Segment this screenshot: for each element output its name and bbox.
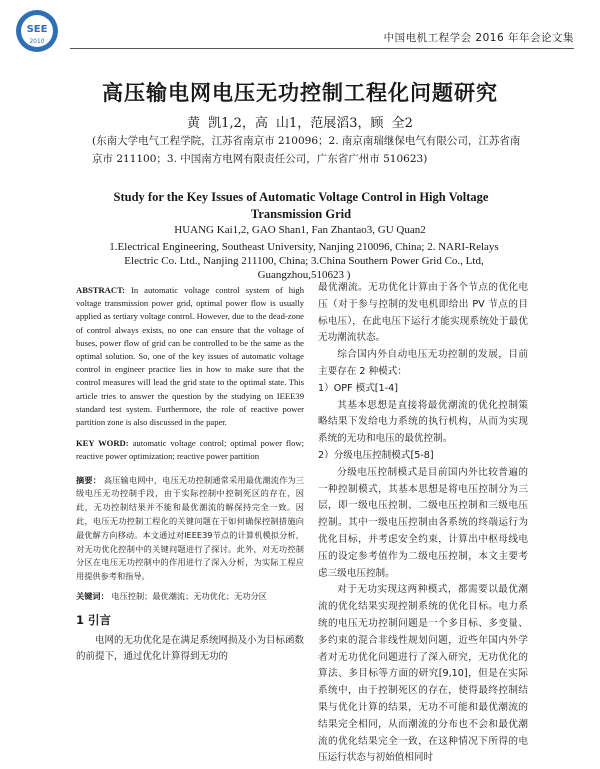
body-paragraph-3: 其基本思想是直接将最优潮流的优化控制策略结果下发给电力系统的执行机构，从而为实现系统的无功和电压的最优控制。 bbox=[318, 399, 528, 445]
intro-paragraph: 电网的无功优化是在满足系统网损及小为目标函数的前提下，通过优化计算得到无功的 bbox=[76, 635, 305, 663]
keywords-en-text: automatic voltage control; optimal power flow; reactive power optimization; reactive power partition bbox=[76, 438, 304, 462]
abstract-cn-label: 摘要： bbox=[76, 474, 102, 485]
affiliation-en: 1.Electrical Engineering, Southeast University, Nanjing 210096, China; 2. NARI-Relays Electric Co. Ltd., Nanjing 211100, China; 3.China Southern Power Grid Co., Ltd, Guangzhou,510623 ) bbox=[109, 241, 499, 281]
paper-title-cn: 高压输电网电压无功控制工程化问题研究 bbox=[102, 81, 498, 105]
body-paragraph-5: 对于无功实现这两种模式，都需要以最优潮流的优化结果实现控制系统的优化目标。电力系统的电压无功控制问题是一个多目标、多变量、多约束的混合非线性规划问题，近些年国内外学者对无功优化问题进行了深入研究，无功优化的算法、多目标等方面的研究[9,10]，但是在实际系统中，由于控制死区的存在，使得最终控制结果与优化计算的结果，无功不可能和最优潮流的结果完全相同，从而潮流的分布也不会和最优潮流的优化结果完全一致，在这种情况下所得的电压运行状态与初始值相同时 bbox=[318, 584, 528, 764]
running-title: 中国电机工程学会 2016 年年会论文集 bbox=[383, 32, 574, 44]
abstract-cn-text: 高压输电网中，电压无功控制通常采用最优潮流作为三级电压无功控制手段，由于实际控制中控制死区的存在，因此，无功控制结果并不能和最优潮流的解保持完全一致。因此，电压无功控制工程化的关键问题在于如何确保控制措施向最优解方向移动。本文通过对IEEE39节点的计算机模拟分析，对无功优化控制中的关键问题进行了探讨。此外，对无功控制分区在电压无功控制中的作用进行了深入分析，为实际工程应用提供参考和指导。 bbox=[76, 474, 304, 582]
authors-en: HUANG Kai1,2, GAO Shan1, Fan Zhantao3, GU Quan2 bbox=[174, 224, 426, 236]
left-column bbox=[76, 284, 304, 665]
keywords-cn bbox=[76, 590, 304, 604]
paper-title-en: Study for the Key Issues of Automatic Voltage Control in High Voltage Transmission Grid bbox=[113, 190, 489, 221]
authors-cn: 黄 凯1,2，高 山1，范展滔3，顾 全2 bbox=[187, 116, 413, 131]
affiliation-cn: (东南大学电气工程学院，江苏省南京市 210096；2. 南京南瑞继保电气有限公司，江苏省南京市 211100；3. 中国南方电网有限责任公司，广东省广州市 510623) bbox=[92, 135, 521, 165]
keywords-cn-label: 关键词： bbox=[76, 591, 109, 602]
keywords-en bbox=[76, 437, 304, 463]
abstract-en bbox=[76, 284, 304, 429]
society-logo bbox=[14, 8, 60, 54]
abstract-en-text: In automatic voltage control system of high voltage transmission power grid, optimal power flow is usually applied as tertiary voltage control. However, due to the dead-zone of control always exists, no one can ensure that the voltage of buses, power flow of grid can be controlled to be the same as the optimal solution. So, one of the key issues of automatic voltage control in engineer practice lies in how to make sure that the control measures will lead the grid state to the optimal state. This article tries to answer the question by the studying on IEEE39 standard test system. Furthermore, the role of reactive power partition zone is also discussed in the paper. bbox=[76, 285, 304, 428]
body-paragraph-4: 分级电压控制模式是目前国内外比较普遍的一种控制模式，其基本思想是将电压控制分为三层，即一级电压控制、二级电压控制和三级电压控制。其中一级电压控制由各系统的终端运行为优化目标，并考虑安全约束，计算出中枢母线电压的设定参考值作为二级电压控制，本文主要考虑三级电压控制。 bbox=[318, 466, 528, 579]
keywords-en-label: KEY WORD: bbox=[76, 438, 129, 449]
body-paragraph-1: 最优潮流。无功优化计算由于各个节点的优化电压（对于参与控制的发电机即给出 PV 节点的目标电压），在此电压下运行才能实现系统处于最优无功潮流状态。 bbox=[318, 282, 528, 344]
keywords-cn-text: 电压控制；最优潮流；无功优化；无功分区 bbox=[111, 591, 267, 602]
abstract-en-label: ABSTRACT: bbox=[76, 285, 126, 295]
body-paragraph-2: 综合国内外自动电压无功控制的发展，目前主要存在 2 种模式： bbox=[318, 349, 528, 377]
logo-year: 2010 bbox=[29, 38, 45, 45]
section-heading-intro: 1 引言 bbox=[76, 612, 112, 627]
abstract-cn bbox=[76, 474, 304, 584]
list-item-opf-heading: 1）OPF 模式[1-4] bbox=[318, 382, 398, 394]
list-item-hierarchical-heading: 2）分级电压控制模式[5-8] bbox=[318, 449, 434, 461]
right-column bbox=[318, 280, 528, 767]
header-rule bbox=[70, 48, 574, 49]
logo-text: SEE bbox=[26, 24, 48, 35]
